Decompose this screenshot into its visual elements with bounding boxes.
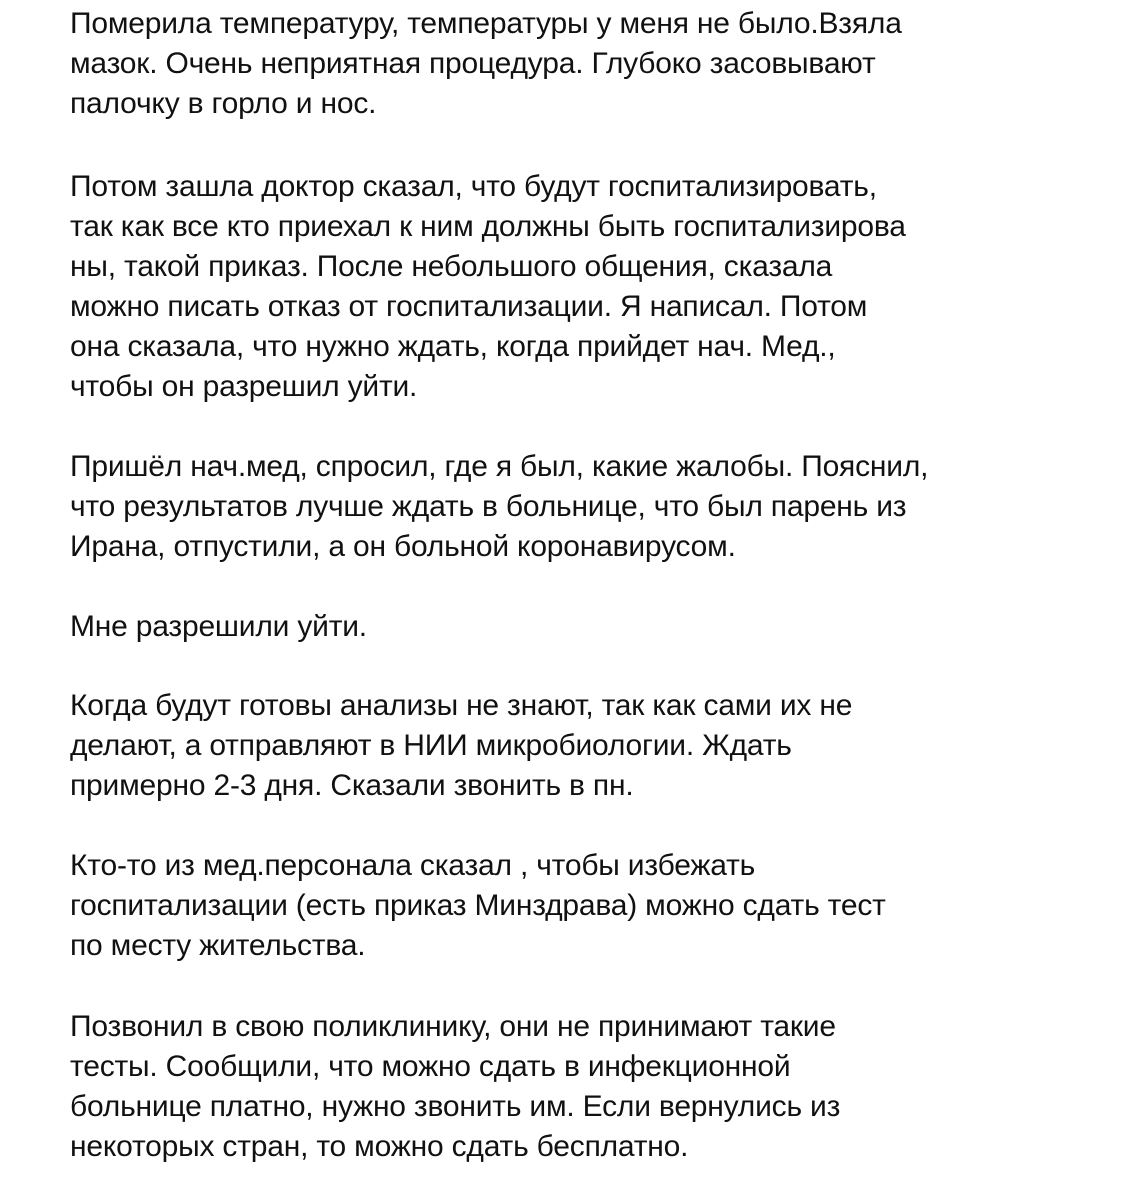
text-line: что результатов лучше ждать в больнице, что был парень из xyxy=(70,490,907,523)
text-line: госпитализации (есть приказ Минздрава) можно сдать тест xyxy=(70,889,886,922)
text-line: примерно 2-3 дня. Сказали звонить в пн. xyxy=(70,769,634,802)
text-line: больнице платно, нужно звонить им. Если вернулись из xyxy=(70,1090,841,1123)
paragraph-3 xyxy=(70,447,928,567)
text-line: ны, такой приказ. После небольшого общения, сказала xyxy=(70,250,833,283)
text-line: Позвонил в свою поликлинику, они не принимают такие xyxy=(70,1010,836,1043)
paragraph-1 xyxy=(70,4,902,124)
text-line: некоторых стран, то можно сдать бесплатно. xyxy=(70,1130,689,1163)
text-line: можно писать отказ от госпитализации. Я написал. Потом xyxy=(70,290,868,323)
paragraph-2 xyxy=(70,167,906,407)
paragraph-4 xyxy=(70,607,367,647)
paragraph-5 xyxy=(70,686,852,806)
text-line: Потом зашла доктор сказал, что будут госпитализировать, xyxy=(70,170,877,203)
text-line: по месту жительства. xyxy=(70,929,366,962)
text-line: делают, а отправляют в НИИ микробиологии. Ждать xyxy=(70,729,792,762)
text-line: Мне разрешили уйти. xyxy=(70,610,367,643)
text-line: чтобы он разрешил уйти. xyxy=(70,370,418,403)
text-line: она сказала, что нужно ждать, когда прийдет нач. Мед., xyxy=(70,330,836,363)
text-line: палочку в горло и нос. xyxy=(70,87,377,120)
text-line: Пришёл нач.мед, спросил, где я был, какие жалобы. Пояснил, xyxy=(70,450,929,483)
paragraph-7 xyxy=(70,1007,840,1167)
text-line: так как все кто приехал к ним должны быть госпитализирова xyxy=(70,210,906,243)
text-line: Ирана, отпустили, а он больной коронавирусом. xyxy=(70,530,736,563)
text-line: Померила температуру, температуры у меня не было.Взяла xyxy=(70,7,902,40)
paragraph-6 xyxy=(70,846,886,966)
text-line: Когда будут готовы анализы не знают, так как сами их не xyxy=(70,689,853,722)
text-line: тесты. Сообщили, что можно сдать в инфекционной xyxy=(70,1050,791,1083)
text-line: мазок. Очень неприятная процедура. Глубоко засовывают xyxy=(70,47,876,80)
text-line: Кто-то из мед.персонала сказал , чтобы избежать xyxy=(70,849,756,882)
